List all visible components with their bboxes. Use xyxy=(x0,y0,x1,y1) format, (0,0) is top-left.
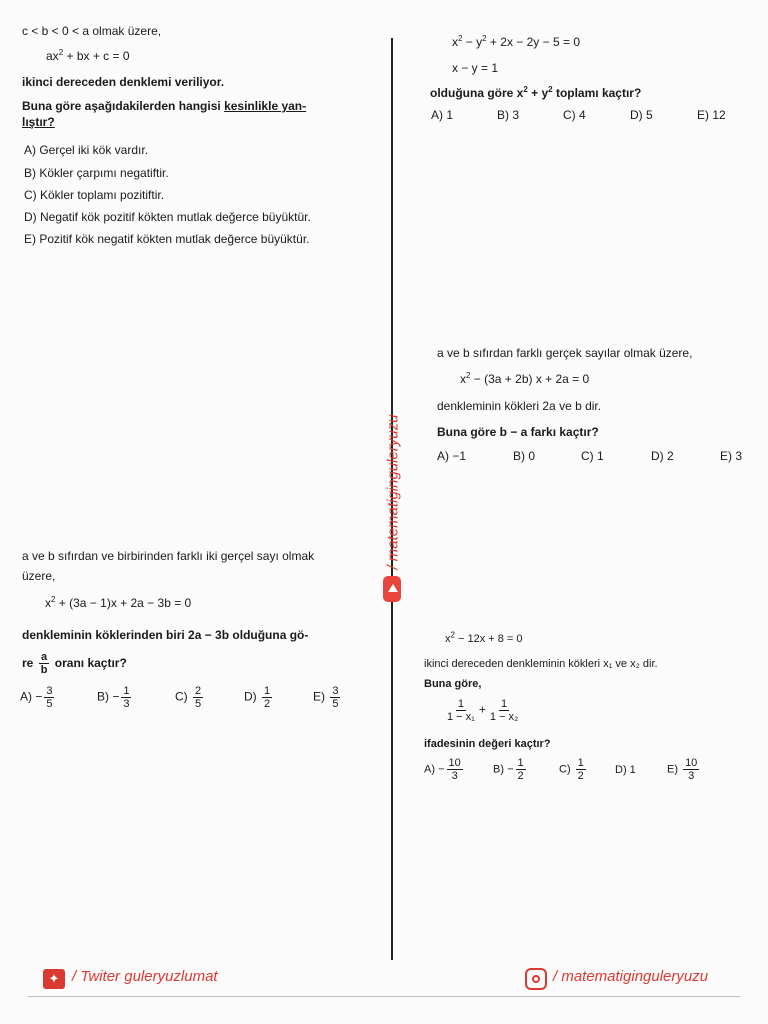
q5-lead: Buna göre, xyxy=(424,678,482,690)
q5-equation: $x^2 - 12x + 8 = 0$ xyxy=(445,630,523,645)
q1-question-text: Buna göre aşağıdakilerden hangisi xyxy=(22,99,221,113)
q2-equation-1: $x^2 - y^2 + 2x - 2y - 5 = 0$ xyxy=(452,34,580,49)
q1-question-cont xyxy=(22,115,55,130)
q2-option-e[interactable]: E) 12 xyxy=(697,108,726,122)
twitter-icon: ✦ xyxy=(43,969,65,989)
q1-question-emphasis: kesinlikle yan- xyxy=(224,99,307,113)
q2-question: olduğuna göre $x^2 + y^2$ toplamı kaçtır? xyxy=(430,85,642,100)
q4-option-a[interactable]: A) − $\frac{3}{5}$ xyxy=(20,685,53,710)
q4-option-b[interactable]: B) − $\frac{1}{3}$ xyxy=(97,685,130,710)
q2-option-b[interactable]: B) 3 xyxy=(497,108,520,122)
q5-option-c[interactable]: C) $\frac{1}{2}$ xyxy=(559,757,584,782)
q4-option-d[interactable]: D) $\frac{1}{2}$ xyxy=(244,685,271,710)
footer-rule xyxy=(28,996,740,997)
q3-condition: a ve b sıfırdan farklı gerçek sayılar olmak üzere, xyxy=(437,346,693,360)
q5-question: ifadesinin değeri kaçtır? xyxy=(424,738,551,750)
q3-option-e[interactable]: E) 3 xyxy=(720,449,743,463)
q1-option-c[interactable]: C) Kökler toplamı pozitiftir. xyxy=(24,188,165,202)
youtube-icon xyxy=(383,576,401,602)
q1-option-e[interactable]: E) Pozitif kök negatif kökten mutlak değerce büyüktür. xyxy=(24,232,310,246)
q2-option-c[interactable]: C) 4 xyxy=(563,108,586,122)
q1-question-cont-text: lıştır? xyxy=(22,115,55,129)
q4-condition-1: a ve b sıfırdan ve birbirinden farklı iki gerçel sayı olmak xyxy=(22,549,315,563)
q4-question-pre: re xyxy=(22,656,34,670)
q4-option-e[interactable]: E) $\frac{3}{5}$ xyxy=(313,685,339,710)
twitter-handle[interactable]: / Twiter guleryuzlumat xyxy=(72,968,218,985)
q3-given: denkleminin kökleri 2a ve b dir. xyxy=(437,399,602,413)
instagram-icon xyxy=(525,968,547,990)
q1-condition: c < b < 0 < a olmak üzere, xyxy=(22,24,162,38)
q4-question-2 xyxy=(22,648,127,678)
q1-option-a[interactable]: A) Gerçel iki kök vardır. xyxy=(24,143,149,157)
q5-option-d[interactable]: D) 1 xyxy=(615,764,636,776)
q2-option-d[interactable]: D) 5 xyxy=(630,108,653,122)
q5-option-b[interactable]: B) − $\frac{1}{2}$ xyxy=(493,757,524,782)
q5-option-a[interactable]: A) − $\frac{10}{3}$ xyxy=(424,757,461,782)
q3-option-b[interactable]: B) 0 xyxy=(513,449,536,463)
q1-given: ikinci dereceden denklemi veriliyor. xyxy=(22,75,225,89)
q1-question xyxy=(22,99,306,114)
q3-question: Buna göre b − a farkı kaçtır? xyxy=(437,425,599,439)
q4-question-1: denkleminin köklerinden biri 2a − 3b olduğuna gö- xyxy=(22,628,309,642)
q1-option-b[interactable]: B) Kökler çarpımı negatiftir. xyxy=(24,166,169,180)
q1-equation: $ax^2$ + bx + c = 0 xyxy=(46,48,130,63)
q3-option-c[interactable]: C) 1 xyxy=(581,449,604,463)
q4-ratio-fraction: $\frac{a}{b}$ xyxy=(40,651,48,677)
instagram-handle[interactable]: / matematiginguleryuzu xyxy=(553,968,709,985)
q5-expression: $\frac{1}{\text{1 − x₁}}$ + $\frac{1}{\text{1 − x₂}}$ xyxy=(447,698,519,723)
q5-option-e[interactable]: E) $\frac{10}{3}$ xyxy=(667,757,698,782)
q4-question-post: oranı kaçtır? xyxy=(54,656,127,670)
q3-equation: $x^2 - (3a + 2b) x + 2a = 0$ xyxy=(460,371,590,386)
q4-condition-2: üzere, xyxy=(22,569,56,583)
q2-option-a[interactable]: A) 1 xyxy=(431,108,454,122)
q2-equation-2: x − y = 1 xyxy=(452,61,499,75)
q4-option-c[interactable]: C) $\frac{2}{5}$ xyxy=(175,685,202,710)
q3-option-d[interactable]: D) 2 xyxy=(651,449,674,463)
q4-equation: $x^2 + (3a - 1)x + 2a - 3b = 0$ xyxy=(45,595,192,610)
vertical-branding-text: / matematiginguleryuzu xyxy=(384,414,402,570)
q5-given: ikinci dereceden denkleminin kökleri x₁ ve x₂ dir. xyxy=(424,658,658,670)
q1-option-d[interactable]: D) Negatif kök pozitif kökten mutlak değerce büyüktür. xyxy=(24,210,311,224)
vertical-branding xyxy=(378,392,408,592)
q3-option-a[interactable]: A) −1 xyxy=(437,449,467,463)
